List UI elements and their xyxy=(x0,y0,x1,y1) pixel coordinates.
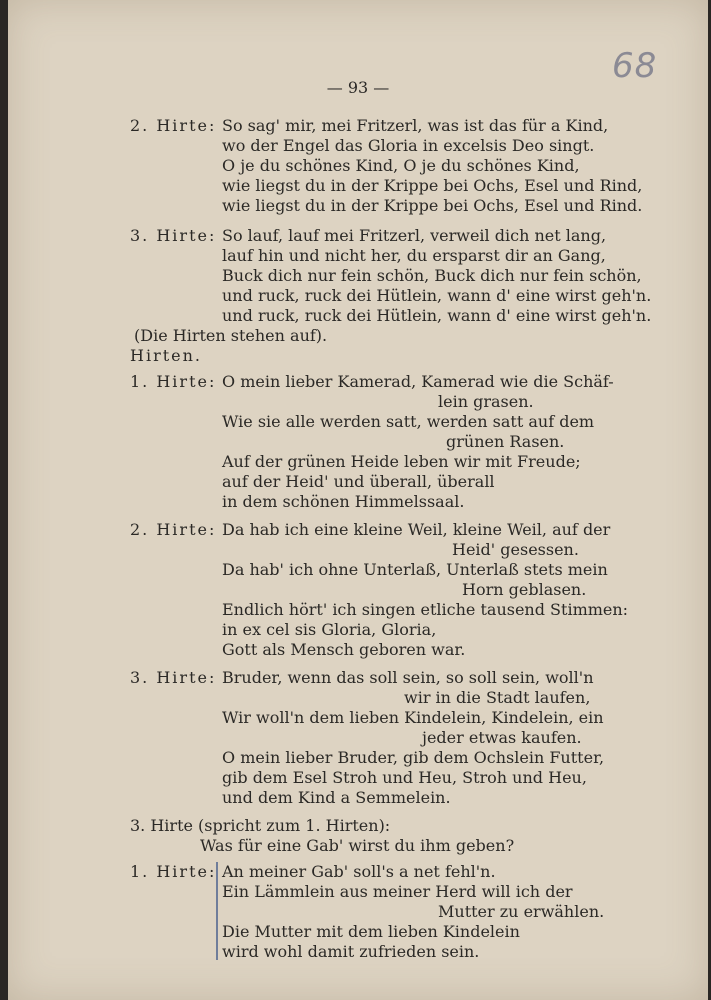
verse-line: Da hab ich eine kleine Weil, kleine Weil, auf der xyxy=(222,520,611,539)
verse-line: und dem Kind a Semmelein. xyxy=(222,788,451,807)
verse-line: auf der Heid' und überall, überall xyxy=(222,472,495,491)
verse-line: gib dem Esel Stroh und Heu, Stroh und Heu, xyxy=(222,768,587,787)
verse-line-continuation: Heid' gesessen. xyxy=(452,540,579,559)
verse-line: Gott als Mensch geboren war. xyxy=(222,640,466,659)
verse-line: Da hab' ich ohne Unterlaß, Unterlaß stets mein xyxy=(222,560,608,579)
verse-line: Auf der grünen Heide leben wir mit Freude; xyxy=(222,452,581,471)
verse-line: An meiner Gab' soll's a net fehl'n. xyxy=(222,862,496,881)
verse-line: So lauf, lauf mei Fritzerl, verweil dich net lang, xyxy=(222,226,607,245)
stage-direction: (Die Hirten stehen auf). xyxy=(134,326,328,345)
verse-line-continuation: grünen Rasen. xyxy=(446,432,565,451)
verse-line: wo der Engel das Gloria in excelsis Deo singt. xyxy=(222,136,595,155)
speaker-label: 3. Hirte: xyxy=(130,226,217,245)
verse-line: lauf hin und nicht her, du ersparst dir an Gang, xyxy=(222,246,606,265)
page-number: — 93 — xyxy=(326,78,390,97)
speaker-label: 1. Hirte: xyxy=(130,372,217,391)
verse-line: in dem schönen Himmelssaal. xyxy=(222,492,465,511)
verse-line: Was für eine Gab' wirst du ihm geben? xyxy=(200,836,515,855)
verse-line: und ruck, ruck dei Hütlein, wann d' eine wirst geh'n. xyxy=(222,306,652,325)
verse-line-continuation: lein grasen. xyxy=(438,392,534,411)
verse-line: Bruder, wenn das soll sein, so soll sein, woll'n xyxy=(222,668,594,687)
verse-line: Wir woll'n dem lieben Kindelein, Kindelein, ein xyxy=(222,708,604,727)
speaker-label: 1. Hirte: xyxy=(130,862,217,881)
verse-line: O mein lieber Bruder, gib dem Ochslein Futter, xyxy=(222,748,605,767)
verse-line: in ex cel sis Gloria, Gloria, xyxy=(222,620,437,639)
verse-line: wie liegst du in der Krippe bei Ochs, Esel und Rind, xyxy=(222,176,643,195)
verse-line-continuation: Mutter zu erwählen. xyxy=(438,902,605,921)
verse-line: Endlich hört' ich singen etliche tausend Stimmen: xyxy=(222,600,629,619)
verse-line: Die Mutter mit dem lieben Kindelein xyxy=(222,922,520,941)
verse-line-continuation: Horn geblasen. xyxy=(462,580,587,599)
speaker-label: 2. Hirte: xyxy=(130,116,217,135)
verse-line-continuation: wir in die Stadt laufen, xyxy=(404,688,591,707)
speaker-stage-line: 3. Hirte (spricht zum 1. Hirten): xyxy=(130,816,391,835)
handwritten-page-number: 68 xyxy=(612,46,658,86)
section-heading: Hirten. xyxy=(130,346,203,365)
verse-line: O mein lieber Kamerad, Kamerad wie die Schäf- xyxy=(222,372,614,391)
speaker-label: 3. Hirte: xyxy=(130,668,217,687)
verse-line: Wie sie alle werden satt, werden satt auf dem xyxy=(222,412,595,431)
verse-line-continuation: jeder etwas kaufen. xyxy=(422,728,582,747)
verse-line: Ein Lämmlein aus meiner Herd will ich der xyxy=(222,882,573,901)
verse-line: O je du schönes Kind, O je du schönes Kind, xyxy=(222,156,580,175)
speaker-label: 2. Hirte: xyxy=(130,520,217,539)
verse-line: So sag' mir, mei Fritzerl, was ist das für a Kind, xyxy=(222,116,609,135)
document-page xyxy=(8,0,708,1000)
verse-line: Buck dich nur fein schön, Buck dich nur fein schön, xyxy=(222,266,642,285)
verse-line: wird wohl damit zufrieden sein. xyxy=(222,942,480,961)
verse-line: wie liegst du in der Krippe bei Ochs, Esel und Rind. xyxy=(222,196,643,215)
pencil-margin-mark xyxy=(216,862,218,960)
verse-line: und ruck, ruck dei Hütlein, wann d' eine wirst geh'n. xyxy=(222,286,652,305)
